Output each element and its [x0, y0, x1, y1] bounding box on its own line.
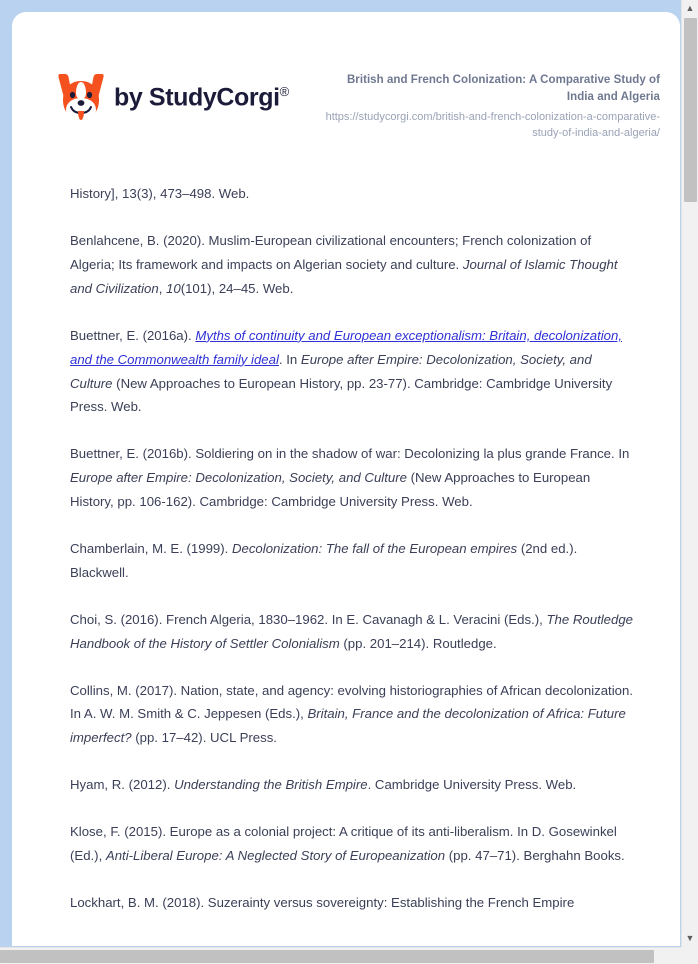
scroll-up-button[interactable] [682, 0, 698, 17]
reference-text: (2nd ed.). Blackwell. [70, 541, 578, 580]
reference-text: Buettner, E. (2016b). Soldiering on in the shadow of war: Decolonizing la plus grande France. In [70, 446, 630, 462]
corgi-face-icon [57, 72, 105, 124]
scroll-down-button[interactable] [682, 930, 698, 947]
reference-text: (pp. 201–214). Routledge. [339, 635, 497, 651]
reference-entry [70, 229, 635, 301]
reference-text: History], 13(3), 473–498. Web. [70, 186, 250, 202]
reference-title-italic: Anti-Liberal Europe: A Neglected Story of Europeanization [105, 848, 446, 864]
brand-wordmark-text: by StudyCorgi [114, 83, 280, 112]
reference-entry [70, 891, 635, 915]
reference-title-italic: Journal of Islamic Thought and Civilization [70, 257, 618, 296]
reference-entry [70, 182, 635, 206]
reference-title-italic: Decolonization: The fall of the European empires [231, 541, 518, 557]
reference-text: Choi, S. (2016). French Algeria, 1830–1962. In E. Cavanagh & L. Veracini (Eds.), [70, 611, 547, 627]
reference-text: (New Approaches to European History, pp. 23-77). Cambridge: Cambridge University Press. Web. [70, 375, 613, 415]
reference-text: (101), 24–45. Web. [180, 280, 294, 296]
chevron-down-icon: ▼ [685, 933, 695, 943]
reference-text: Klose, F. (2015). Europe as a colonial project: A critique of its anti-liberalism. In D. Gosewinkel (Ed.), [70, 824, 617, 864]
reference-text: (pp. 47–71). Berghahn Books. [445, 848, 625, 864]
reference-title-italic: Britain, France and the decolonization of Africa: Future imperfect? [70, 706, 626, 746]
document-page [12, 12, 680, 946]
reference-text: Chamberlain, M. E. (1999). [70, 541, 232, 557]
vertical-scrollbar[interactable] [681, 0, 698, 947]
header-metadata [320, 62, 660, 142]
registered-trademark-icon: ® [279, 84, 289, 100]
reference-title-italic: Europe after Empire: Decolonization, Society, and Culture [70, 470, 407, 486]
reference-text: Hyam, R. (2012). [70, 777, 175, 793]
studycorgi-logo [57, 62, 289, 124]
reference-text: (New Approaches to European History, pp. 106-162). Cambridge: Cambridge University Press. Web. [70, 470, 591, 510]
reference-link[interactable]: Myths of continuity and European exceptionalism: Britain, decolonization, and the Commonwealth family ideal [70, 327, 622, 367]
document-url: https://studycorgi.com/british-and-french-colonization-a-comparative-study-of-india-and-algeria/ [325, 111, 660, 140]
reference-text: Lockhart, B. M. (2018). Suzerainty versus sovereignty: Establishing the French Empire [70, 894, 575, 910]
reference-text: . In [278, 351, 301, 367]
reference-text: (pp. 17–42). UCL Press. [131, 730, 277, 746]
reference-title-italic: Europe after Empire: Decolonization, Society, and Culture [70, 351, 592, 391]
reference-entry [70, 679, 635, 751]
reference-entry [70, 324, 635, 420]
reference-text: . Cambridge University Press. Web. [367, 777, 577, 793]
vertical-scrollbar-thumb[interactable] [684, 18, 697, 202]
reference-entry [70, 773, 635, 797]
horizontal-scrollbar[interactable] [0, 947, 698, 964]
reference-entry [70, 537, 635, 585]
reference-entry [70, 820, 635, 868]
document-header [12, 12, 680, 142]
reference-title-italic: The Routledge Handbook of the History of Settler Colonialism [70, 611, 634, 651]
reference-text: Collins, M. (2017). Nation, state, and agency: evolving historiographies of African decolonization. In A. W. M. Smith & C. Jeppesen (Eds.), [70, 682, 633, 722]
reference-text: Buettner, E. (2016a). [70, 327, 196, 343]
reference-list [12, 142, 680, 915]
chevron-up-icon: ▲ [685, 3, 695, 13]
document-title: British and French Colonization: A Comparative Study of India and Algeria [346, 74, 660, 103]
horizontal-scrollbar-thumb[interactable] [0, 950, 654, 963]
reference-entry [70, 442, 635, 514]
reference-title-italic: Understanding the British Empire [174, 777, 368, 793]
reference-text: , [158, 280, 167, 296]
scrollbar-corner [681, 947, 698, 964]
reference-title-italic: 10 [166, 280, 181, 296]
reference-entry [70, 608, 635, 656]
brand-wordmark [114, 85, 289, 110]
reference-text: Benlahcene, B. (2020). Muslim-European civilizational encounters; French colonization of Algeria; Its framework and impacts on Algerian society and culture. [70, 233, 592, 272]
